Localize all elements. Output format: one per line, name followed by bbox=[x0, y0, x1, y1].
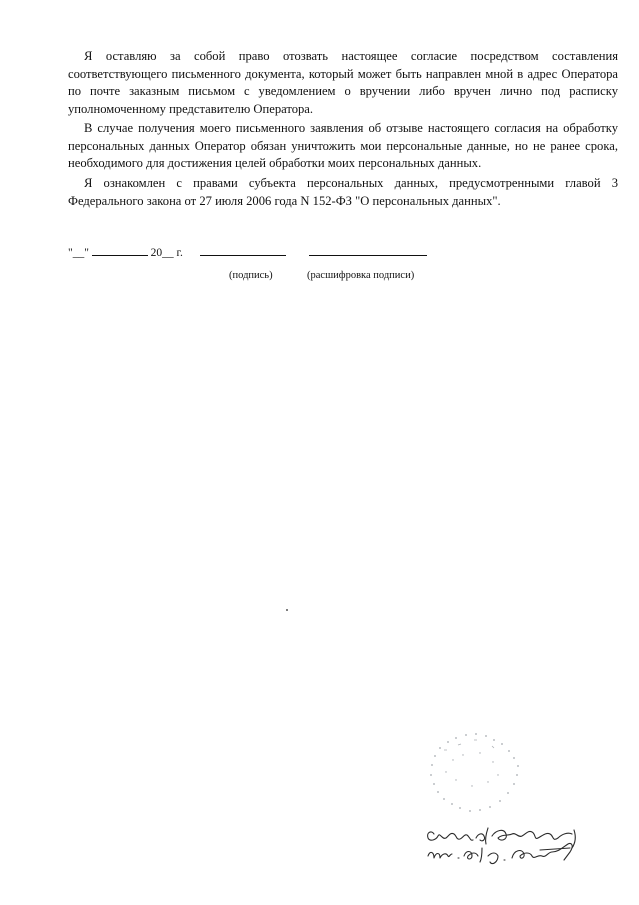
scan-speck bbox=[286, 609, 288, 611]
signature-date-row bbox=[68, 244, 427, 260]
year-blank: __ bbox=[162, 247, 174, 259]
paragraph-rights-acknowledgement: Я ознакомлен с правами субъекта персональных данных, предусмотренными главой 3 Федерального закона от 27 июля 2006 года N 152-ФЗ "О персональных данных". bbox=[68, 176, 618, 208]
year-suffix: г. bbox=[173, 247, 183, 259]
signature-blank-line bbox=[200, 244, 286, 256]
date-close-quote: " bbox=[84, 247, 89, 259]
paragraph-revocation-right: Я оставляю за собой право отозвать настоящее согласие посредством составления соответствующего письменного документа, который может быть направлен мной в адрес Оператора по почте заказным письмом с уведомлением о вручении либо вручен лично под расписку уполномоченному представителю Оператора. bbox=[68, 49, 618, 116]
month-blank-line bbox=[92, 244, 148, 256]
paragraph-data-destruction: В случае получения моего письменного заявления об отзыве настоящего согласия на обработку персональных данных Оператор обязан уничтожить мои персональные данные, но не ранее срока, необходимого для достижения целей обработки моих персональных данных. bbox=[68, 121, 618, 170]
signature-label: (подпись) bbox=[229, 270, 273, 281]
handwritten-signature-note bbox=[412, 822, 612, 872]
decryption-label: (расшифровка подписи) bbox=[307, 270, 415, 281]
date-open-quote: " bbox=[68, 247, 73, 259]
year-prefix: 20 bbox=[150, 247, 163, 259]
date-day-blank: __ bbox=[72, 247, 85, 259]
decryption-blank-line bbox=[309, 244, 427, 256]
faint-stamp-mark bbox=[408, 720, 538, 820]
